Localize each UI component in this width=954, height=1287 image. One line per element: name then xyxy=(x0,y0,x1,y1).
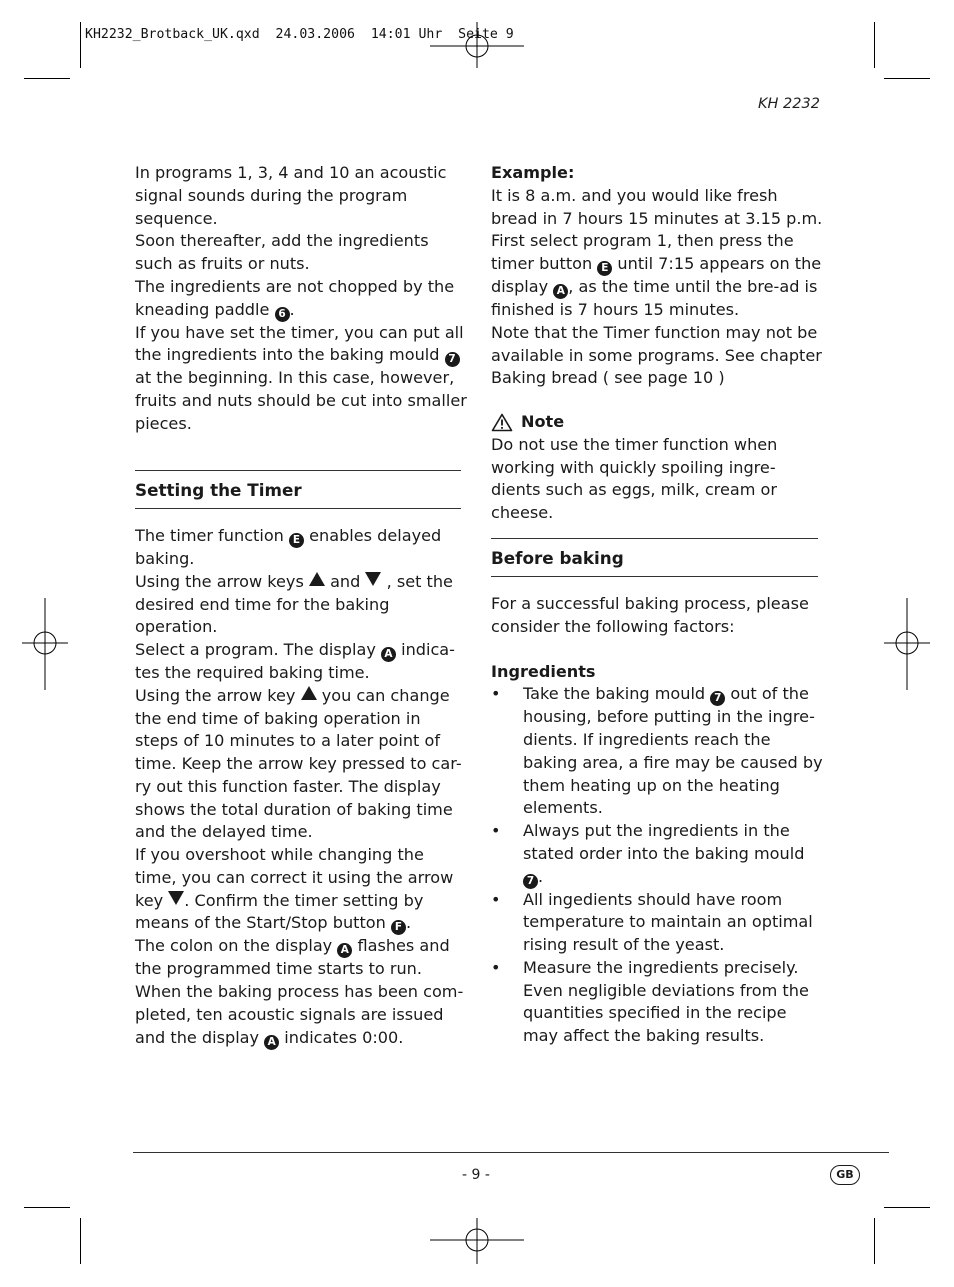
before-baking-block xyxy=(491,593,823,1048)
left-intro-text xyxy=(135,162,467,436)
crop-mark xyxy=(80,22,81,68)
list-item: • Always put the ingredients in the stated order into the baking mould 7 . xyxy=(491,821,805,887)
part-a-badge: A xyxy=(553,284,568,299)
arrow-up-icon xyxy=(309,572,325,586)
bullet: • xyxy=(491,957,501,977)
section-title: Before baking xyxy=(491,547,624,568)
paragraph: In programs 1, 3, 4 and 10 an acoustic signal sounds during the program sequence. xyxy=(135,163,447,228)
paragraph: If you overshoot while changing the time, you can correct it using the arrow key . Confirm the timer setting by means of the Start/Stop button F . xyxy=(135,845,454,934)
registration-mark-right xyxy=(884,598,930,690)
list-item: • Take the baking mould 7 out of the housing, before putting in the ingre-dients. If ingredients reach the baking area, a fire may be caused by them heating up on the heating elements. xyxy=(491,684,823,818)
paragraph: Using the arrow key you can change the end time of baking operation in steps of 10 minutes to a later point of time. Keep the arrow key pressed to car-ry out this function faster. The display shows the total duration of baking time and the delayed time. xyxy=(135,685,462,842)
section-heading-before-baking xyxy=(491,538,818,577)
note-title: Note xyxy=(521,412,565,431)
paragraph: For a successful baking process, please consider the following factors: xyxy=(491,594,809,636)
print-slug: KH2232_Brotback_UK.qxd 24.03.2006 14:01 Uhr Seite 9 xyxy=(85,27,514,42)
ingredients-title: Ingredients xyxy=(491,661,596,681)
paragraph: Note that the Timer function may not be available in some programs. See chapter Baking bread ( see page 10 ) xyxy=(491,322,822,388)
paragraph: When the baking process has been com-pleted, ten acoustic signals are issued and the display A indicates 0:00. xyxy=(135,982,464,1048)
crop-mark xyxy=(24,78,70,79)
country-code-badge: GB xyxy=(830,1165,860,1185)
crop-mark xyxy=(874,1218,875,1264)
part-e-badge: E xyxy=(597,261,612,276)
crop-mark xyxy=(874,22,875,68)
part-e-badge: E xyxy=(289,533,304,548)
crop-mark xyxy=(884,1207,930,1208)
arrow-down-icon xyxy=(168,891,184,905)
paragraph: Using the arrow keys and , set the desired end time for the baking operation. xyxy=(135,571,453,637)
crop-mark xyxy=(80,1218,81,1264)
page-number: - 9 - xyxy=(462,1167,490,1183)
registration-mark-bottom xyxy=(430,1218,524,1264)
model-number: KH 2232 xyxy=(758,96,820,112)
warning-icon xyxy=(491,413,513,432)
crop-mark xyxy=(884,78,930,79)
paragraph: The ingredients are not chopped by the kneading paddle 6 . xyxy=(135,276,455,320)
note-block xyxy=(491,411,823,525)
list-item: • Measure the ingredients precisely. Even negligible deviations from the quantities specified in the recipe may affect the baking results. xyxy=(491,957,809,1045)
section-heading-setting-timer xyxy=(135,470,461,509)
timer-instructions xyxy=(135,525,467,1050)
example-title: Example: xyxy=(491,163,575,182)
part-7-badge: 7 xyxy=(523,874,538,889)
bullet: • xyxy=(491,684,501,704)
footer-rule xyxy=(133,1152,889,1153)
part-a-badge: A xyxy=(337,943,352,958)
example-block xyxy=(491,162,823,390)
part-7-badge: 7 xyxy=(445,352,460,367)
ingredients-list xyxy=(491,683,823,1048)
part-f-badge: F xyxy=(391,920,406,935)
note-heading xyxy=(491,411,823,434)
paragraph: If you have set the timer, you can put all the ingredients into the baking mould 7 at the beginning. In this case, however, fruits and nuts should be cut into smaller pieces. xyxy=(135,322,467,433)
part-6-badge: 6 xyxy=(275,307,290,322)
bullet: • xyxy=(491,889,501,909)
note-text: Do not use the timer function when working with quickly spoiling ingre-dients such as eggs, milk, cream or cheese. xyxy=(491,434,778,522)
bullet: • xyxy=(491,821,501,840)
part-a-badge: A xyxy=(264,1035,279,1050)
crop-mark xyxy=(24,1207,70,1208)
registration-mark-left xyxy=(22,598,68,690)
section-title: Setting the Timer xyxy=(135,479,302,500)
part-7-badge: 7 xyxy=(710,691,725,706)
paragraph: It is 8 a.m. and you would like fresh bread in 7 hours 15 minutes at 3.15 p.m. First select program 1, then press the timer button E until 7:15 appears on the display A , as the time until the bre-ad is finished is 7 hours 15 minutes. xyxy=(491,185,823,319)
paragraph: Select a program. The display A indica-tes the required baking time. xyxy=(135,640,455,682)
list-item: • All ingedients should have room temperature to maintain an optimal rising result of the yeast. xyxy=(491,889,813,954)
arrow-up-icon xyxy=(301,686,317,700)
paragraph: The timer function E enables delayed baking. xyxy=(135,526,442,568)
part-a-badge: A xyxy=(381,647,396,662)
paragraph: The colon on the display A flashes and the programmed time starts to run. xyxy=(135,936,450,979)
paragraph: Soon thereafter, add the ingredients such as fruits or nuts. xyxy=(135,231,429,273)
arrow-down-icon xyxy=(365,572,381,586)
